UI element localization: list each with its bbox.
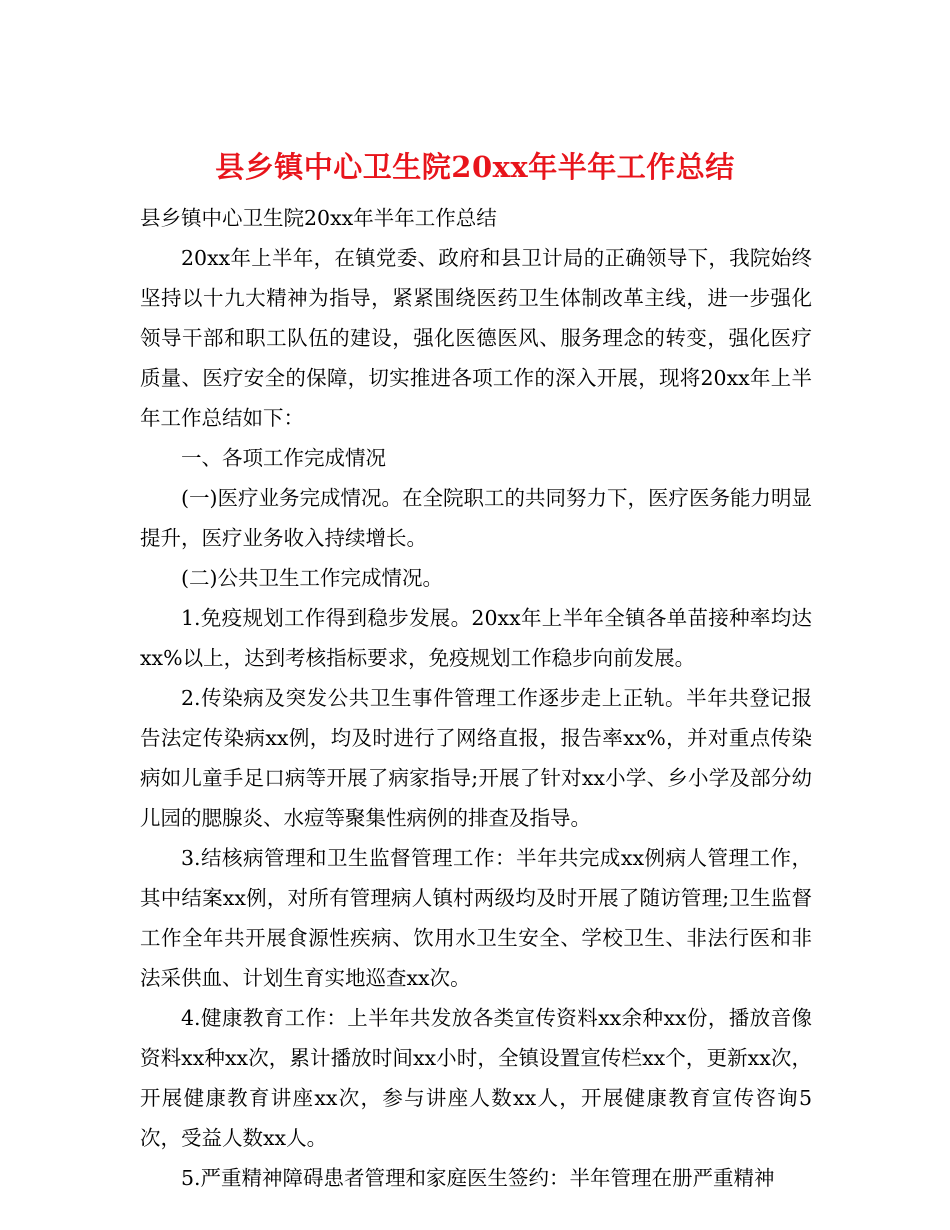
document-title: 县乡镇中心卫生院20xx年半年工作总结 [215, 150, 735, 185]
body-paragraph: 3.结核病管理和卫生监督管理工作：半年共完成xx例病人管理工作，其中结案xx例，对所有管理病人镇村两级均及时开展了随访管理;卫生监督工作全年共开展食源性疾病、饮用水卫生安全、学校卫生、非法行医和非法采供血、计划生育实地巡查xx次。 [140, 846, 812, 990]
body-paragraph: 20xx年上半年，在镇党委、政府和县卫计局的正确领导下，我院始终坚持以十九大精神为指导，紧紧围绕医药卫生体制改革主线，进一步强化领导干部和职工队伍的建设，强化医德医风、服务理念的转变，强化医疗质量、医疗安全的保障，切实推进各项工作的深入开展，现将20xx年上半年工作总结如下： [140, 246, 812, 430]
subsection-heading: (二)公共卫生工作完成情况。 [181, 566, 443, 590]
body-paragraph: 县乡镇中心卫生院20xx年半年工作总结 [140, 206, 497, 230]
document-body [140, 198, 812, 1198]
body-paragraph: 4.健康教育工作：上半年共发放各类宣传资料xx余种xx份，播放音像资料xx种xx次，累计播放时间xx小时，全镇设置宣传栏xx个，更新xx次，开展健康教育讲座xx次，参与讲座人数xx人，开展健康教育宣传咨询5次，受益人数xx人。 [140, 1006, 812, 1150]
body-paragraph: 5.严重精神障碍患者管理和家庭医生签约：半年管理在册严重精神 [181, 1166, 775, 1190]
section-heading: 一、各项工作完成情况 [181, 446, 386, 470]
body-paragraph: 1.免疫规划工作得到稳步发展。20xx年上半年全镇各单苗接种率均达xx%以上，达到考核指标要求，免疫规划工作稳步向前发展。 [140, 606, 812, 670]
body-paragraph: 2.传染病及突发公共卫生事件管理工作逐步走上正轨。半年共登记报告法定传染病xx例，均及时进行了网络直报，报告率xx%，并对重点传染病如儿童手足口病等开展了病家指导;开展了针对xx小学、乡小学及部分幼儿园的腮腺炎、水痘等聚集性病例的排查及指导。 [140, 686, 812, 830]
body-paragraph: (一)医疗业务完成情况。在全院职工的共同努力下，医疗医务能力明显提升，医疗业务收入持续增长。 [140, 486, 812, 550]
